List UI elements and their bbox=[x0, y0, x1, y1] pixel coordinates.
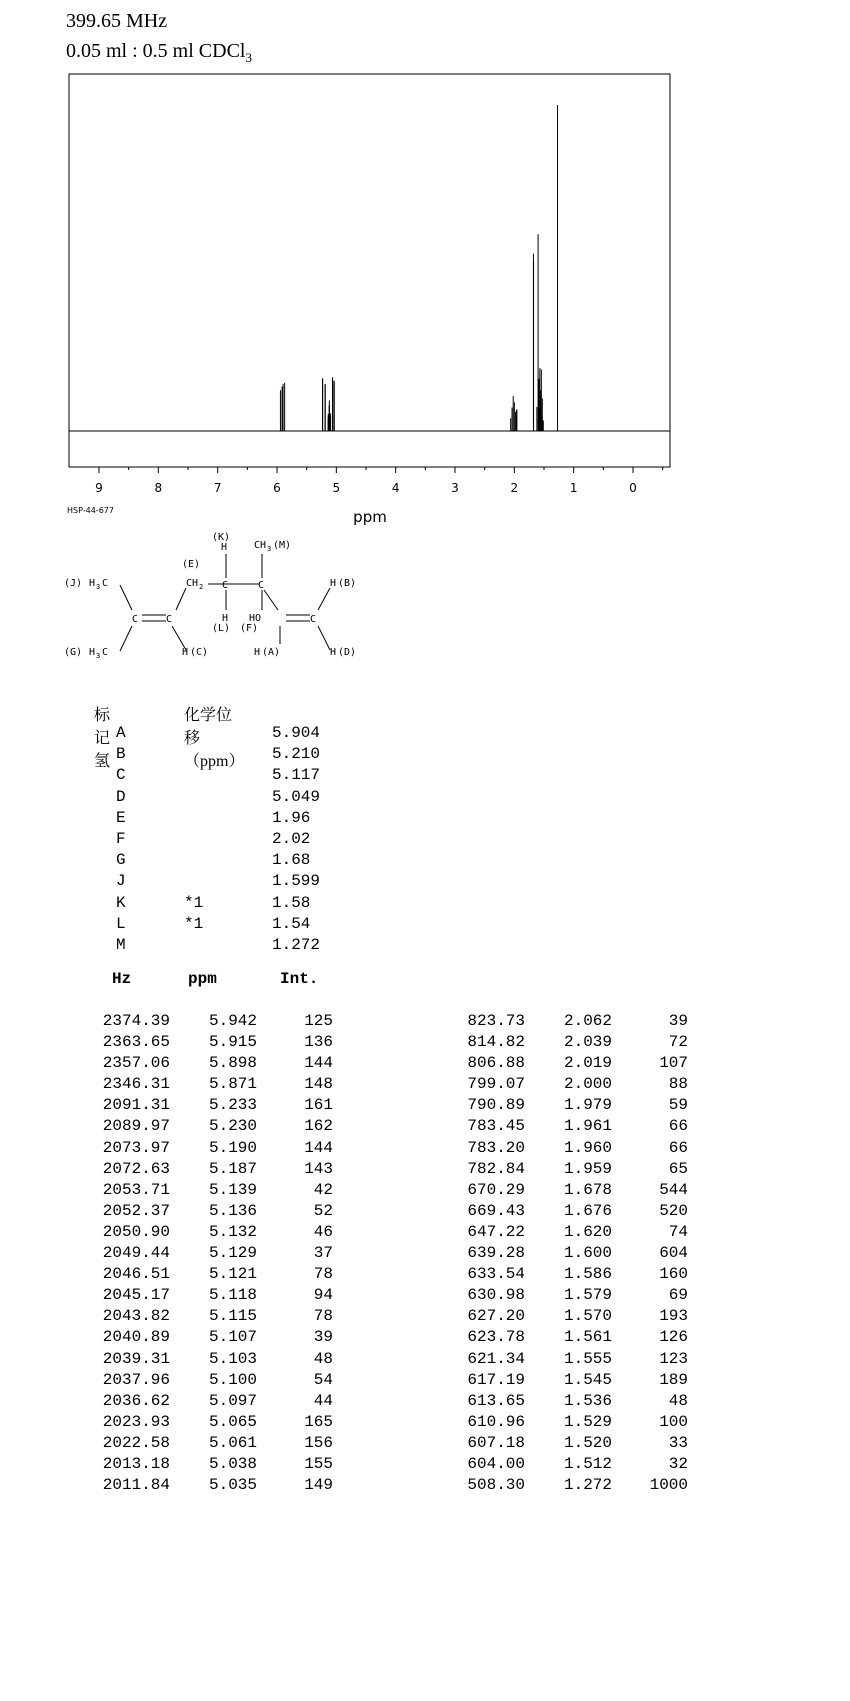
peak-intensity: 72 bbox=[668, 1033, 688, 1052]
assignment-note: *1 bbox=[184, 893, 204, 912]
peak-intensity: 74 bbox=[668, 1222, 688, 1241]
x-tick-label: 6 bbox=[273, 481, 281, 495]
structure-label: C bbox=[258, 580, 265, 591]
assignment-shift: 1.54 bbox=[272, 914, 311, 933]
peak-row bbox=[0, 1286, 850, 1307]
bond bbox=[264, 590, 278, 610]
peak-ppm: 5.132 bbox=[208, 1222, 257, 1241]
peak-hz: 2040.89 bbox=[102, 1328, 170, 1347]
peak-intensity: 107 bbox=[659, 1054, 688, 1073]
peak-intensity: 42 bbox=[313, 1180, 333, 1199]
structure-label: C bbox=[102, 647, 109, 658]
assignment-shift: 5.117 bbox=[272, 766, 321, 785]
x-tick-label: 9 bbox=[95, 481, 103, 495]
structure-label: C bbox=[222, 580, 229, 591]
peak-ppm: 1.570 bbox=[563, 1307, 612, 1326]
structure-label: (K) bbox=[212, 532, 231, 543]
peak-ppm: 5.942 bbox=[208, 1012, 257, 1030]
peak-row bbox=[0, 1181, 850, 1202]
peak-intensity: 125 bbox=[304, 1012, 333, 1030]
peak-hz: 2043.82 bbox=[102, 1307, 170, 1326]
structure-label: 3 bbox=[96, 583, 101, 591]
assignment-label: F bbox=[116, 829, 126, 848]
structure-label: (M) bbox=[273, 540, 292, 551]
assignment-shift: 5.904 bbox=[272, 724, 321, 742]
peak-intensity: 59 bbox=[668, 1096, 688, 1115]
assignment-label: L bbox=[116, 914, 126, 933]
peak-row bbox=[0, 1328, 850, 1349]
structure-label: H bbox=[254, 647, 261, 658]
assignment-label: K bbox=[116, 893, 126, 912]
assignment-label: E bbox=[116, 808, 126, 827]
peak-intensity: 54 bbox=[313, 1370, 333, 1389]
peak-ppm: 1.529 bbox=[563, 1412, 612, 1431]
peak-row bbox=[0, 1350, 850, 1371]
assignment-label: G bbox=[116, 851, 126, 870]
assignment-label: M bbox=[116, 935, 126, 954]
structure-label: H bbox=[222, 613, 229, 624]
peak-intensity: 544 bbox=[659, 1180, 688, 1199]
peak-ppm: 5.107 bbox=[208, 1328, 257, 1347]
peak-hz: 508.30 bbox=[467, 1476, 525, 1495]
peak-row bbox=[0, 1139, 850, 1160]
peak-intensity: 32 bbox=[668, 1454, 688, 1473]
structure-label: (B) bbox=[338, 578, 357, 589]
spectrometer-frequency: 399.65 MHz bbox=[66, 10, 168, 32]
peak-intensity: 100 bbox=[659, 1412, 688, 1431]
peak-ppm: 1.545 bbox=[563, 1370, 612, 1389]
peak-ppm: 5.129 bbox=[208, 1244, 257, 1263]
peak-ppm: 5.187 bbox=[208, 1159, 257, 1178]
peak-ppm: 5.115 bbox=[208, 1307, 257, 1326]
peak-hz: 790.89 bbox=[467, 1096, 525, 1115]
peak-intensity: 162 bbox=[304, 1117, 333, 1136]
peak-ppm: 5.136 bbox=[208, 1201, 257, 1220]
peak-hz: 2039.31 bbox=[102, 1349, 170, 1368]
peak-intensity: 126 bbox=[659, 1328, 688, 1347]
spectrum-code: HSP-44-677 bbox=[67, 506, 114, 515]
peak-hz: 2073.97 bbox=[102, 1138, 170, 1157]
peak-ppm: 1.620 bbox=[563, 1222, 612, 1241]
peak-table bbox=[0, 1012, 850, 1497]
peak-intensity: 44 bbox=[313, 1391, 333, 1410]
peak-hz: 814.82 bbox=[467, 1033, 525, 1052]
peak-hz: 2037.96 bbox=[102, 1370, 170, 1389]
peak-hz: 2363.65 bbox=[102, 1033, 170, 1052]
peak-ppm: 1.960 bbox=[563, 1138, 612, 1157]
structure-label: H bbox=[182, 647, 189, 658]
structure-label: (C) bbox=[190, 647, 209, 658]
peak-row bbox=[0, 1202, 850, 1223]
peak-hz: 2053.71 bbox=[102, 1180, 170, 1199]
peak-intensity: 136 bbox=[304, 1033, 333, 1052]
peak-ppm: 5.121 bbox=[208, 1265, 257, 1284]
peak-intensity: 189 bbox=[659, 1370, 688, 1389]
peak-ppm: 5.061 bbox=[208, 1433, 257, 1452]
peak-row bbox=[0, 1307, 850, 1328]
peak-intensity: 78 bbox=[313, 1307, 333, 1326]
peak-ppm: 5.100 bbox=[208, 1370, 257, 1389]
x-tick-label: 5 bbox=[332, 481, 341, 495]
sample-text: 0.05 ml : 0.5 ml CDCl bbox=[66, 40, 246, 62]
peak-intensity: 33 bbox=[668, 1433, 688, 1452]
peak-ppm: 1.600 bbox=[563, 1244, 612, 1263]
peak-hz: 799.07 bbox=[467, 1075, 525, 1094]
peak-intensity: 1000 bbox=[649, 1476, 688, 1495]
assignment-shift: 1.96 bbox=[272, 808, 311, 827]
structure-label: CH bbox=[254, 540, 267, 551]
peak-intensity: 52 bbox=[313, 1201, 333, 1220]
peak-hz: 2091.31 bbox=[102, 1096, 170, 1115]
structure-label: (E) bbox=[182, 559, 201, 570]
peak-intensity: 66 bbox=[668, 1117, 688, 1136]
peak-ppm: 1.272 bbox=[563, 1476, 612, 1495]
peak-hz: 2052.37 bbox=[102, 1201, 170, 1220]
peak-hz: 2036.62 bbox=[102, 1391, 170, 1410]
bond bbox=[176, 588, 186, 610]
peak-intensity: 165 bbox=[304, 1412, 333, 1431]
peak-ppm: 5.915 bbox=[208, 1033, 257, 1052]
peak-hz: 669.43 bbox=[467, 1201, 525, 1220]
x-tick-label: 3 bbox=[451, 481, 459, 495]
peak-ppm: 5.035 bbox=[208, 1476, 257, 1495]
peak-hz: 2050.90 bbox=[102, 1222, 170, 1241]
peak-hz: 610.96 bbox=[467, 1412, 525, 1431]
peak-row bbox=[0, 1455, 850, 1476]
peak-hz: 639.28 bbox=[467, 1244, 525, 1263]
peak-ppm: 1.959 bbox=[563, 1159, 612, 1178]
structure-label: 3 bbox=[96, 652, 101, 660]
peak-hz: 2013.18 bbox=[102, 1454, 170, 1473]
peak-intensity: 69 bbox=[668, 1286, 688, 1305]
peak-hz: 2046.51 bbox=[102, 1265, 170, 1284]
structure-label: C bbox=[166, 614, 173, 625]
peak-hz: 806.88 bbox=[467, 1054, 525, 1073]
plot-frame bbox=[69, 74, 670, 467]
peak-ppm: 5.871 bbox=[208, 1075, 257, 1094]
peak-ppm: 1.555 bbox=[563, 1349, 612, 1368]
assignment-shift: 1.68 bbox=[272, 851, 311, 870]
peak-intensity: 37 bbox=[313, 1244, 333, 1263]
header-ppm: ppm bbox=[188, 970, 217, 988]
peak-hz: 823.73 bbox=[467, 1012, 525, 1030]
peak-ppm: 5.103 bbox=[208, 1349, 257, 1368]
header-hz: Hz bbox=[112, 970, 132, 988]
peak-intensity: 155 bbox=[304, 1454, 333, 1473]
peak-intensity: 144 bbox=[304, 1054, 333, 1073]
peak-hz: 783.20 bbox=[467, 1138, 525, 1157]
structure-label: H bbox=[89, 578, 96, 589]
peak-intensity: 520 bbox=[659, 1201, 688, 1220]
structure-label: (F) bbox=[240, 623, 259, 634]
peak-intensity: 48 bbox=[668, 1391, 688, 1410]
assignment-label: B bbox=[116, 745, 126, 764]
peak-row bbox=[0, 1223, 850, 1244]
x-tick-label: 1 bbox=[569, 481, 578, 495]
x-axis-label: ppm bbox=[353, 508, 387, 526]
peak-row bbox=[0, 1244, 850, 1265]
peak-hz: 782.84 bbox=[467, 1159, 525, 1178]
peak-intensity: 148 bbox=[304, 1075, 333, 1094]
peak-hz: 670.29 bbox=[467, 1180, 525, 1199]
peak-ppm: 5.190 bbox=[208, 1138, 257, 1157]
peak-ppm: 1.520 bbox=[563, 1433, 612, 1452]
peak-hz: 607.18 bbox=[467, 1433, 525, 1452]
peak-hz: 2357.06 bbox=[102, 1054, 170, 1073]
peak-hz: 621.34 bbox=[467, 1349, 525, 1368]
x-axis-ticks bbox=[95, 467, 662, 495]
assignment-shift: 1.599 bbox=[272, 872, 321, 891]
structure-label: 2 bbox=[199, 583, 204, 591]
peak-ppm: 1.579 bbox=[563, 1286, 612, 1305]
peak-ppm: 2.062 bbox=[563, 1012, 612, 1030]
peak-ppm: 2.019 bbox=[563, 1054, 612, 1073]
chemical-structure bbox=[64, 530, 364, 670]
x-tick-label: 2 bbox=[510, 481, 519, 495]
peak-hz: 2045.17 bbox=[102, 1286, 170, 1305]
structure-label: (A) bbox=[262, 647, 281, 658]
header-int: Int. bbox=[280, 970, 319, 988]
peak-hz: 2089.97 bbox=[102, 1117, 170, 1136]
peak-ppm: 5.097 bbox=[208, 1391, 257, 1410]
peak-intensity: 48 bbox=[313, 1349, 333, 1368]
bond bbox=[318, 626, 330, 650]
peak-hz: 627.20 bbox=[467, 1307, 525, 1326]
x-tick-label: 8 bbox=[154, 481, 163, 495]
x-tick-label: 7 bbox=[213, 481, 222, 495]
peak-row bbox=[0, 1075, 850, 1096]
peak-ppm: 1.961 bbox=[563, 1117, 612, 1136]
peak-hz: 613.65 bbox=[467, 1391, 525, 1410]
peak-ppm: 5.139 bbox=[208, 1180, 257, 1199]
assignment-label: D bbox=[116, 787, 126, 806]
peak-ppm: 5.065 bbox=[208, 1412, 257, 1431]
peak-ppm: 5.230 bbox=[208, 1117, 257, 1136]
sample-subscript: 3 bbox=[245, 50, 252, 65]
structure-label: H bbox=[330, 578, 337, 589]
peak-ppm: 1.586 bbox=[563, 1265, 612, 1284]
bond bbox=[318, 588, 330, 610]
structure-label: H bbox=[330, 647, 337, 658]
structure-label: C bbox=[310, 614, 317, 625]
peak-intensity: 39 bbox=[668, 1012, 688, 1030]
peak-ppm: 1.536 bbox=[563, 1391, 612, 1410]
assignment-shift: 1.58 bbox=[272, 893, 311, 912]
structure-label: (G) bbox=[64, 647, 83, 658]
peak-row bbox=[0, 1413, 850, 1434]
structure-label: H bbox=[221, 542, 228, 553]
peak-row bbox=[0, 1012, 850, 1033]
x-tick-label: 0 bbox=[629, 481, 637, 495]
peak-hz: 617.19 bbox=[467, 1370, 525, 1389]
peak-row bbox=[0, 1371, 850, 1392]
peak-ppm: 5.233 bbox=[208, 1096, 257, 1115]
peak-intensity: 144 bbox=[304, 1138, 333, 1157]
assignment-label: J bbox=[116, 872, 126, 891]
peak-intensity: 94 bbox=[313, 1286, 333, 1305]
peak-intensity: 156 bbox=[304, 1433, 333, 1452]
header-shift: 化学位移（ppm） bbox=[184, 707, 245, 770]
structure-label: 3 bbox=[267, 545, 272, 553]
peak-hz: 2072.63 bbox=[102, 1159, 170, 1178]
peak-ppm: 1.678 bbox=[563, 1180, 612, 1199]
peak-ppm: 2.039 bbox=[563, 1033, 612, 1052]
bond bbox=[120, 626, 132, 651]
peak-row bbox=[0, 1476, 850, 1497]
peak-row bbox=[0, 1117, 850, 1138]
peak-ppm: 1.979 bbox=[563, 1096, 612, 1115]
peak-ppm: 5.898 bbox=[208, 1054, 257, 1073]
structure-label: (J) bbox=[64, 578, 83, 589]
structure-label: C bbox=[132, 614, 139, 625]
assignment-shift: 2.02 bbox=[272, 829, 311, 848]
peak-ppm: 1.561 bbox=[563, 1328, 612, 1347]
peak-row bbox=[0, 1265, 850, 1286]
peak-row bbox=[0, 1054, 850, 1075]
peak-intensity: 88 bbox=[668, 1075, 688, 1094]
peak-intensity: 604 bbox=[659, 1244, 688, 1263]
assignment-label: A bbox=[116, 724, 126, 742]
peak-hz: 783.45 bbox=[467, 1117, 525, 1136]
peak-ppm: 1.512 bbox=[563, 1454, 612, 1473]
peak-intensity: 66 bbox=[668, 1138, 688, 1157]
peak-intensity: 123 bbox=[659, 1349, 688, 1368]
peak-intensity: 160 bbox=[659, 1265, 688, 1284]
assignment-label: C bbox=[116, 766, 126, 785]
peak-intensity: 78 bbox=[313, 1265, 333, 1284]
x-tick-label: 4 bbox=[391, 481, 400, 495]
nmr-spectrum-chart bbox=[0, 0, 850, 530]
peak-hz: 2023.93 bbox=[102, 1412, 170, 1431]
peak-hz: 623.78 bbox=[467, 1328, 525, 1347]
peak-hz: 647.22 bbox=[467, 1222, 525, 1241]
assignment-note: *1 bbox=[184, 914, 204, 933]
peak-ppm: 5.118 bbox=[208, 1286, 257, 1305]
peak-row bbox=[0, 1392, 850, 1413]
header-label: 标记氢 bbox=[94, 707, 111, 770]
peak-intensity: 143 bbox=[304, 1159, 333, 1178]
bond bbox=[120, 585, 132, 610]
peak-intensity: 161 bbox=[304, 1096, 333, 1115]
structure-label: C bbox=[102, 578, 109, 589]
assignment-shift: 5.049 bbox=[272, 787, 321, 806]
structure-label: (D) bbox=[338, 647, 357, 658]
peak-ppm: 2.000 bbox=[563, 1075, 612, 1094]
structure-label: CH bbox=[186, 578, 199, 589]
peak-hz: 2049.44 bbox=[102, 1244, 170, 1263]
peak-row bbox=[0, 1160, 850, 1181]
peak-hz: 633.54 bbox=[467, 1265, 525, 1284]
peak-hz: 604.00 bbox=[467, 1454, 525, 1473]
structure-label: (L) bbox=[212, 623, 231, 634]
peak-table-header bbox=[0, 970, 850, 992]
peak-intensity: 149 bbox=[304, 1476, 333, 1495]
structure-label: HO bbox=[249, 613, 262, 624]
peak-row bbox=[0, 1033, 850, 1054]
peak-hz: 2346.31 bbox=[102, 1075, 170, 1094]
peak-layer bbox=[280, 105, 557, 431]
assignment-shift: 1.272 bbox=[272, 935, 321, 954]
peak-intensity: 46 bbox=[313, 1222, 333, 1241]
peak-intensity: 39 bbox=[313, 1328, 333, 1347]
peak-row bbox=[0, 1096, 850, 1117]
peak-hz: 630.98 bbox=[467, 1286, 525, 1305]
peak-hz: 2374.39 bbox=[102, 1012, 170, 1030]
peak-ppm: 5.038 bbox=[208, 1454, 257, 1473]
structure-label: H bbox=[89, 647, 96, 658]
peak-intensity: 193 bbox=[659, 1307, 688, 1326]
peak-hz: 2011.84 bbox=[102, 1476, 170, 1495]
peak-hz: 2022.58 bbox=[102, 1433, 170, 1452]
peak-ppm: 1.676 bbox=[563, 1201, 612, 1220]
peak-row bbox=[0, 1434, 850, 1455]
assignment-shift: 5.210 bbox=[272, 745, 321, 764]
peak-intensity: 65 bbox=[668, 1159, 688, 1178]
